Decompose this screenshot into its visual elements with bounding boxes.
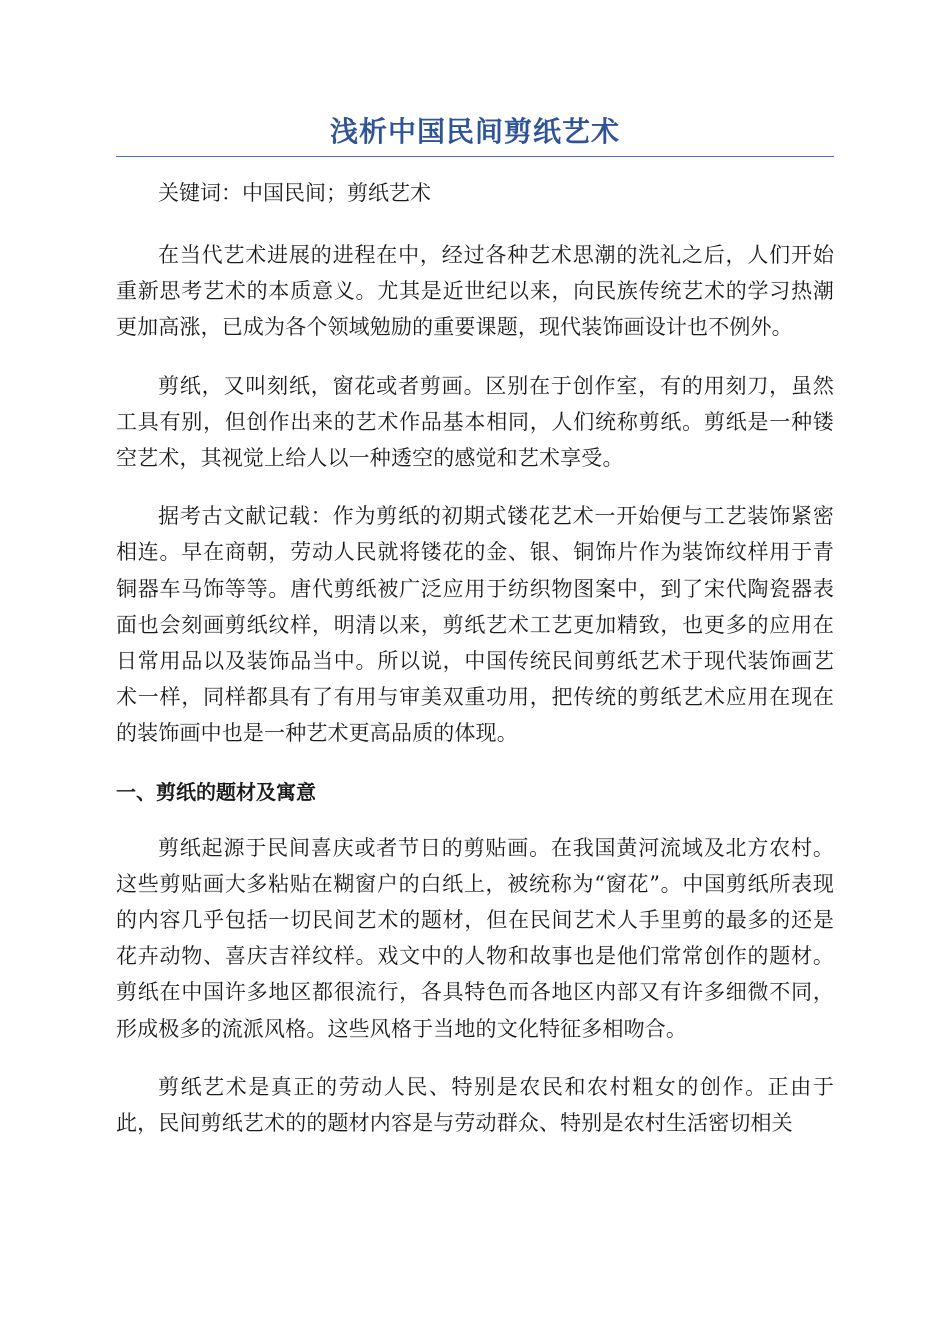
paragraph-intro-2: 剪纸，又叫刻纸，窗花或者剪画。区别在于创作室，有的用刻刀，虽然工具有别，但创作出来的艺术作品基本相同，人们统称剪纸。剪纸是一种镂空艺术，其视觉上给人以一种透空的感觉和艺术享受。 [116,373,834,471]
paragraph-section1-2: 剪纸艺术是真正的劳动人民、特别是农民和农村粗女的创作。正由于此，民间剪纸艺术的的题材内容是与劳动群众、特别是农村生活密切相关 [116,1074,834,1136]
document-page [116,110,834,1163]
paragraph-intro-3: 据考古文献记载：作为剪纸的初期式镂花艺术一开始便与工艺装饰紧密相连。早在商朝，劳动人民就将镂花的金、银、铜饰片作为装饰纹样用于青铜器车马饰等等。唐代剪纸被广泛应用于纺织物图案中，到了宋代陶瓷器表面也会刻画剪纸纹样，明清以来，剪纸艺术工艺更加精致，也更多的应用在日常用品以及装饰品当中。所以说，中国传统民间剪纸艺术于现代装饰画艺术一样，同样都具有了有用与审美双重功用，把传统的剪纸艺术应用在现在的装饰画中也是一种艺术更高品质的体现。 [116,504,834,746]
title-underline [116,156,834,157]
paragraph-section1-1: 剪纸起源于民间喜庆或者节日的剪贴画。在我国黄河流域及北方农村。这些剪贴画大多粘贴在糊窗户的白纸上，被统称为“窗花”。中国剪纸所表现的内容几乎包括一切民间艺术的题材，但在民间艺术人手里剪的最多的还是花卉动物、喜庆吉祥纹样。戏文中的人物和故事也是他们常常创作的题材。剪纸在中国许多地区都很流行，各具特色而各地区内部又有许多细微不同，形成极多的流派风格。这些风格于当地的文化特征多相吻合。 [116,835,834,1041]
keywords-line: 关键词：中国民间；剪纸艺术 [158,181,431,205]
document-title: 浅析中国民间剪纸艺术 [329,115,620,148]
paragraph-intro-1: 在当代艺术进展的进程在中，经过各种艺术思潮的洗礼之后，人们开始重新思考艺术的本质意义。尤其是近世纪以来，向民族传统艺术的学习热潮更加高涨，已成为各个领域勉励的重要课题，现代装饰画设计也不例外。 [116,243,834,340]
section-heading-1: 一、剪纸的题材及寓意 [116,779,316,804]
